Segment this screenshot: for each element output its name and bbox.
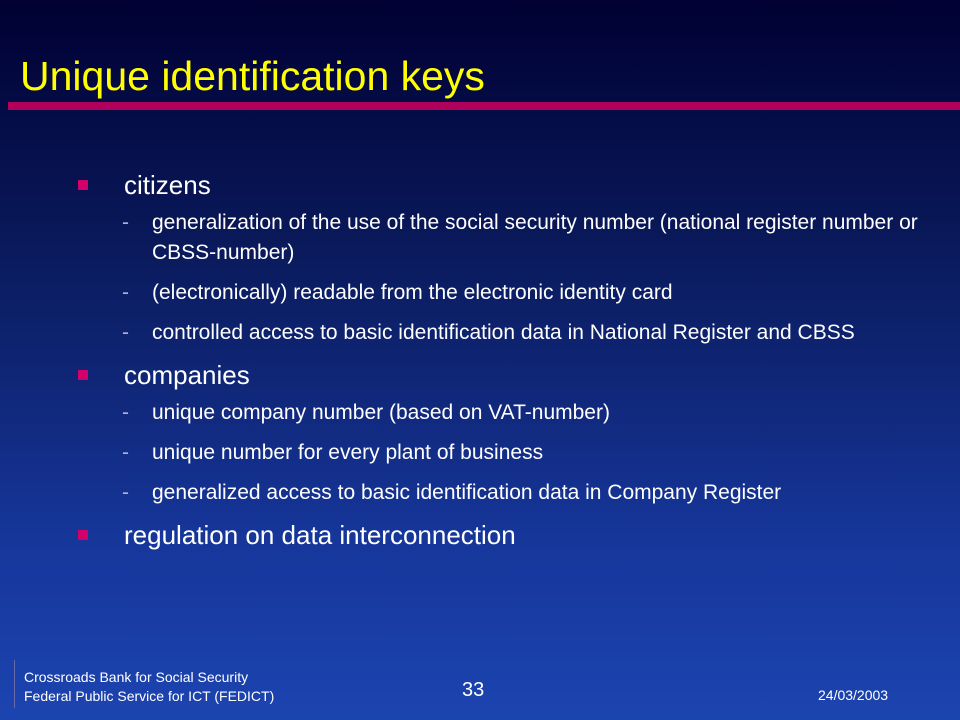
- dash-bullet-icon: -: [122, 481, 129, 504]
- dash-bullet-icon: -: [122, 321, 129, 344]
- sub-list-citizens: [74, 208, 934, 348]
- footer-date: 24/03/2003: [818, 687, 889, 703]
- bullet-label: citizens: [124, 170, 211, 200]
- bullet-label: companies: [124, 360, 250, 390]
- title-underline: [8, 102, 960, 110]
- footer-org-line1: Crossroads Bank for Social Security: [24, 669, 249, 685]
- list-item-text: generalized access to basic identification data in Company Register: [152, 481, 782, 504]
- page-number: 33: [462, 679, 485, 701]
- bullet-companies: [74, 358, 934, 392]
- footer-organization: [24, 668, 274, 706]
- square-bullet-icon: [78, 370, 88, 380]
- list-item-text: unique company number (based on VAT-number): [152, 401, 610, 424]
- list-item-text: (electronically) readable from the electronic identity card: [152, 281, 673, 304]
- square-bullet-icon: [78, 180, 88, 190]
- dash-bullet-icon: -: [122, 281, 129, 304]
- list-item: [74, 438, 934, 468]
- sub-list-companies: [74, 398, 934, 508]
- list-item-text: unique number for every plant of business: [152, 441, 544, 464]
- list-item: [74, 278, 934, 308]
- bullet-citizens: [74, 168, 934, 202]
- footer-divider: [14, 660, 15, 708]
- square-bullet-icon: [78, 530, 88, 540]
- list-item: [74, 398, 934, 428]
- slide-title: Unique identification keys: [20, 53, 485, 99]
- list-item-text: generalization of the use of the social security number (national register number or CBSS-number): [152, 211, 918, 264]
- dash-bullet-icon: -: [122, 211, 129, 234]
- list-item: [74, 208, 934, 268]
- list-item-text: controlled access to basic identification data in National Register and CBSS: [152, 321, 855, 344]
- dash-bullet-icon: -: [122, 401, 129, 424]
- footer-org-line2: Federal Public Service for ICT (FEDICT): [24, 688, 275, 704]
- dash-bullet-icon: -: [122, 441, 129, 464]
- bullet-regulation: [74, 518, 934, 552]
- list-item: [74, 318, 934, 348]
- slide-content: [74, 168, 934, 552]
- bullet-label: regulation on data interconnection: [124, 520, 516, 550]
- list-item: [74, 478, 934, 508]
